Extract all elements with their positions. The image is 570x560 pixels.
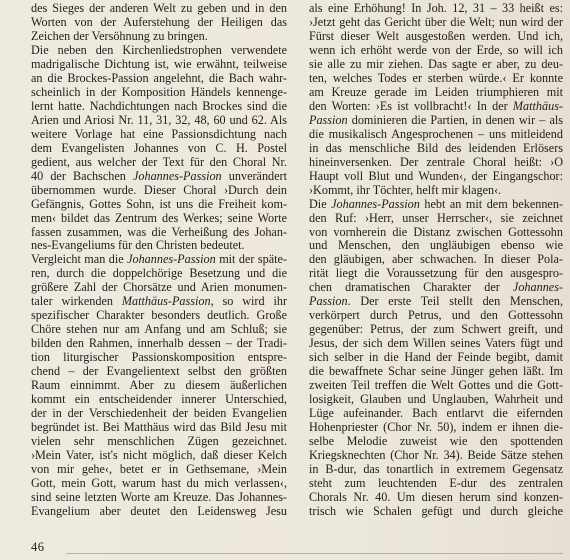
text-line: rität liegt die Voraussetzung für den ausgespro- [309,267,563,281]
text-line: selbe Melodie zuweist wie den spottenden [309,435,563,449]
text-line: hineinversenken. Der zentrale Choral heißt: ›O [309,155,563,169]
text-line: Worten von der Auferstehung der Heiligen das [31,15,287,29]
right-text-column [309,2,563,519]
text-line: ten, welches Todes er sterben würde.‹ Er konnte [309,71,563,85]
text-line: steht zum leuchtenden E-dur des zentralen [309,476,563,490]
text-line: Chorals Nr. 40. Um diesen herum sind konzen- [309,490,563,504]
text-line: von vornherein die Distanz zwischen Gottessohn [309,225,563,239]
text-line: des Sieges der anderen Welt zu geben und in den [31,2,287,15]
text-line: trisch wie Schalen gefügt und durch gleiche [309,504,563,518]
text-line: gegenüber: Petrus, der zum Schwert greift, und [309,323,563,337]
text-line: bilden den Rahmen, innerhalb dessen – der Tradi- [31,337,287,351]
left-text-column [31,2,287,519]
text-line: ›Mein Vater, ist's nicht möglich, daß dieser Kelch [31,449,287,462]
text-line: kommt ein entscheidender innerer Unterschied, [31,393,287,407]
text-line: Fürst dieser Welt ausgestoßen werden. Und ich, [309,29,563,43]
text-line: Haupt voll Blut und Wunden‹, der Eingangschor: [309,169,563,183]
text-line: men‹ bildet das Zentrum des Werkes; seine Worte [31,211,287,225]
text-line: Die neben den Kirchenliedstrophen verwendete [31,43,287,57]
text-line: Gefängnis, Gottes Sohn, ist uns die Freiheit kom- [31,197,287,211]
footer-rule [66,553,563,554]
text-line: zweiten Teil treffen die Welt Gottes und die Gott- [309,379,563,393]
text-line: madrigalische Dichtung ist, wie erwähnt, teilweise [31,57,287,71]
text-line: Die Johannes-Passion hebt an mit dem bekennen- [309,197,563,211]
text-line: Zeichen der Versöhnung zu bringen. [31,29,208,43]
text-line: lernt hatte. Nachdichtungen nach Brockes sind die [31,99,287,113]
text-line: vielen sehr menschlichen Zügen gezeichnet. [31,435,287,449]
text-line: Vergleicht man die Johannes-Passion mit der späte- [31,253,287,267]
text-line: Passion dominieren die Partien, in denen wir – als [309,113,563,127]
text-line: wenn ich erhöht werde von der Erde, so will ich [309,43,563,57]
text-line: fassen zusammen, was die Verheißung des Johan- [31,225,287,239]
text-line: Passion. Der erste Teil stellt den Menschen, [309,295,563,309]
text-line: Evangelium aber deutet den Leidensweg Jesu [31,504,287,518]
text-line: sich selber in die Hand der Feinde begibt, damit [309,351,563,365]
text-line: sie alle zu mir ziehen. Das sagte er aber, zu deu- [309,57,563,71]
text-line: tion liturgischer Passionskomposition entspre- [31,351,287,365]
text-line: am Kreuze gerade im Leiden triumphieren mit [309,85,563,99]
text-line: größere Zahl der Chorsätze und Arien monumen- [31,281,287,295]
text-line: Chöre stehen nur am Anfang und am Schluß; sie [31,323,287,337]
text-line: Kriegsknechten (Chor Nr. 34). Beide Sätze stehen [309,449,563,462]
text-line: in das menschliche Bild des leidenden Erlösers [309,141,563,155]
text-line: sind seine letzten Worte am Kreuze. Das Johannes- [31,490,287,504]
text-line: begründet ist. Bei Matthäus wird das Bild Jesu mit [31,421,287,435]
text-line: 40 der Bachschen Johannes-Passion unverändert [31,169,287,183]
text-line: gedient, aus welcher der Text für den Choral Nr. [31,155,287,169]
text-line: übernommen wurde. Dieser Choral ›Durch dein [31,183,287,197]
text-line: chen dramatischen Charakter der Johannes- [309,281,563,295]
text-line: den Ruf: ›Herr, unser Herrscher‹, sie zeichnet [309,211,563,225]
text-line: an die Brockes-Passion angelehnt, die Bach wahr- [31,71,287,85]
text-line: den Worten: ›Es ist vollbracht!‹ In der Matthäus- [309,99,563,113]
text-line: Gott, mein Gott, warum hast du mich verlassen‹, [31,476,287,490]
text-line: der in der Verschiedenheit der beiden Evangelien [31,407,287,421]
text-line: taler wirkenden Matthäus-Passion, so wird ihr [31,295,287,309]
text-line: Jesus, der sich dem Willen seines Vaters fügt und [309,337,563,351]
text-line: von mir gehe‹, betet er in Gethsemane, ›Mein [31,462,287,476]
text-line: dem Evangelisten Johannes von C. H. Postel [31,141,287,155]
text-line: Raum einnimmt. Aber zu diesem äußerlichen [31,379,287,393]
page-number: 46 [31,540,45,554]
text-line: losigkeit, Glauben und Unglauben, Wahrheit und [309,393,563,407]
text-line: und Menschen, den ungläubigen ebenso wie [309,239,563,253]
text-line: chend – der Evangelientext selbst den größten [31,365,287,379]
text-line: Arien und Ariosi Nr. 11, 31, 32, 48, 60 und 62. Als [31,113,287,127]
text-line: in B-dur, das tonartlich in extremem Gegensatz [309,462,563,476]
text-line: Hohenpriester (Chor Nr. 50), indem er ihnen die- [309,421,563,435]
text-line: ›Jetzt geht das Gericht über die Welt; nun wird der [309,15,563,29]
text-line: Lüge aufeinander. Bach entlarvt die eifernden [309,407,563,421]
text-line: die bewaffnete Schar seine Jünger gehen läßt. Im [309,365,563,379]
text-line: ren, durch die doppelchörige Besetzung und die [31,267,287,281]
text-line: als eine Erhöhung! In Joh. 12, 31 – 33 heißt es: [309,2,563,15]
text-line: weitere Vorlage hat eine Passionsdichtung nach [31,127,287,141]
text-line: die musikalisch Angesprochenen – uns mitleidend [309,127,563,141]
text-line: ›Kommt, ihr Töchter, helft mir klagen‹. [309,183,502,197]
text-line: scheinlich in der Komposition Händels kennenge- [31,85,287,99]
text-line: den gläubigen, aber schwachen. In dieser Pola- [309,253,563,267]
text-line: verkörpert durch Petrus, und den Gottessohn [309,309,563,323]
text-line: nes-Evangeliums für den Christen bedeutet. [31,239,245,253]
text-line: spezifischer Charakter besonders deutlich. Große [31,309,287,323]
